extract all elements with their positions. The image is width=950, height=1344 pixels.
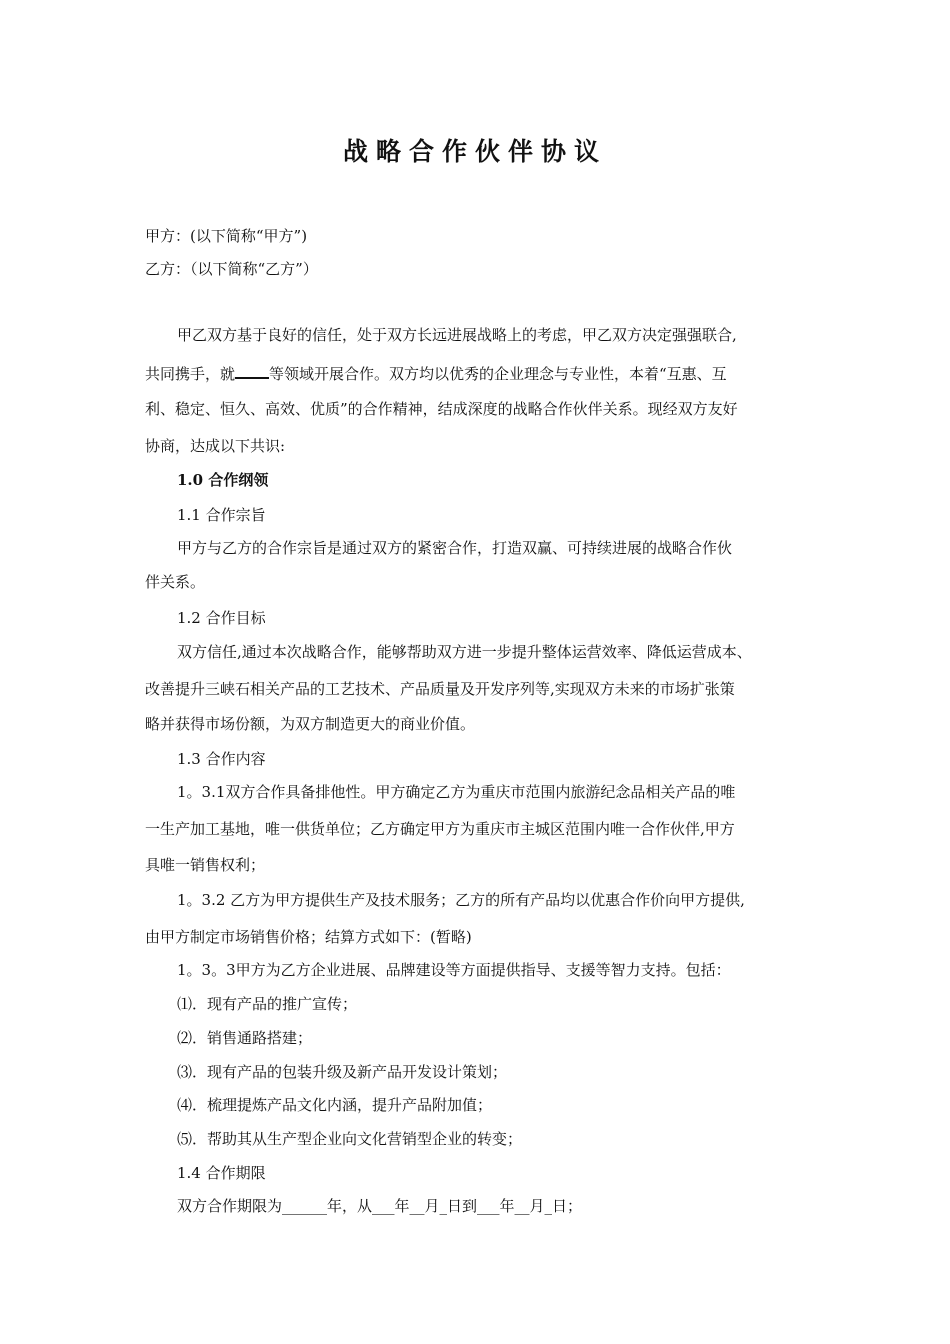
section-1-3-1-line-1: 1。3.1双方合作具备排他性。甲方确定乙方为重庆市范围内旅游纪念品相关产品的唯 bbox=[177, 783, 736, 801]
section-1-1-line-2: 伴关系。 bbox=[145, 573, 206, 591]
list-item: ⑷．梳理提炼产品文化内涵，提升产品附加值； bbox=[177, 1096, 493, 1114]
section-1-1-line-1: 甲方与乙方的合作宗旨是通过双方的紧密合作，打造双赢、可持续进展的战略合作伙 bbox=[177, 539, 733, 557]
intro-line-2-pre: 共同携手，就 bbox=[145, 365, 236, 383]
section-1-4-heading: 1.4 合作期限 bbox=[177, 1164, 266, 1182]
section-1-4-term: 双方合作期限为______年，从___年__月_日到___年__月_日； bbox=[177, 1197, 583, 1215]
party-a-line: 甲方：(以下简称“甲方”) bbox=[145, 227, 308, 245]
section-1-2-line-2: 改善提升三峡石相关产品的工艺技术、产品质量及开发序列等,实现双方未来的市场扩张策 bbox=[145, 680, 735, 698]
section-1-2-line-3: 略并获得市场份额，为双方制造更大的商业价值。 bbox=[145, 715, 476, 733]
section-1-2-heading: 1.2 合作目标 bbox=[177, 609, 266, 627]
intro-line-3: 利、稳定、恒久、高效、优质”的合作精神，结成深度的战略合作伙伴关系。现经双方友好 bbox=[145, 400, 738, 418]
list-item: ⑴．现有产品的推广宣传； bbox=[177, 995, 358, 1013]
section-1-1-heading: 1.1 合作宗旨 bbox=[177, 506, 266, 524]
section-1-3-1-line-3: 具唯一销售权利； bbox=[145, 856, 266, 874]
section-1-3-heading: 1.3 合作内容 bbox=[177, 750, 266, 768]
section-1-2-line-1: 双方信任,通过本次战略合作，能够帮助双方进一步提升整体运营效率、降低运营成本、 bbox=[177, 643, 752, 661]
list-item: ⑵．销售通路搭建； bbox=[177, 1029, 313, 1047]
section-1-heading: 1.0 合作纲领 bbox=[177, 471, 269, 489]
party-b-line: 乙方：（以下简称“乙方”） bbox=[145, 260, 318, 278]
section-1-3-3-line-1: 1。3。3甲方为乙方企业进展、品牌建设等方面提供指导、支援等智力支持。包括： bbox=[177, 961, 731, 979]
intro-line-1: 甲乙双方基于良好的信任，处于双方长远进展战略上的考虑，甲乙双方决定强强联合, bbox=[177, 326, 737, 344]
list-item: ⑶．现有产品的包装升级及新产品开发设计策划； bbox=[177, 1063, 508, 1081]
intro-line-2-post: 等领域开展合作。双方均以优秀的企业理念与专业性，本着“互惠、互 bbox=[269, 365, 727, 383]
blank-underline bbox=[235, 363, 269, 379]
section-1-3-2-line-1: 1。3.2 乙方为甲方提供生产及技术服务；乙方的所有产品均以优惠合作价向甲方提供, bbox=[177, 891, 745, 909]
section-1-3-2-line-2: 由甲方制定市场销售价格；结算方式如下：(暂略) bbox=[145, 928, 472, 946]
document-title: 战略合作伙伴协议 bbox=[342, 137, 607, 166]
intro-line-4: 协商，达成以下共识: bbox=[145, 437, 286, 455]
list-item: ⑸．帮助其从生产型企业向文化营销型企业的转变； bbox=[177, 1130, 523, 1148]
intro-line-2 bbox=[145, 363, 825, 384]
section-1-3-1-line-2: 一生产加工基地，唯一供货单位；乙方确定甲方为重庆市主城区范围内唯一合作伙伴,甲方 bbox=[145, 820, 735, 838]
